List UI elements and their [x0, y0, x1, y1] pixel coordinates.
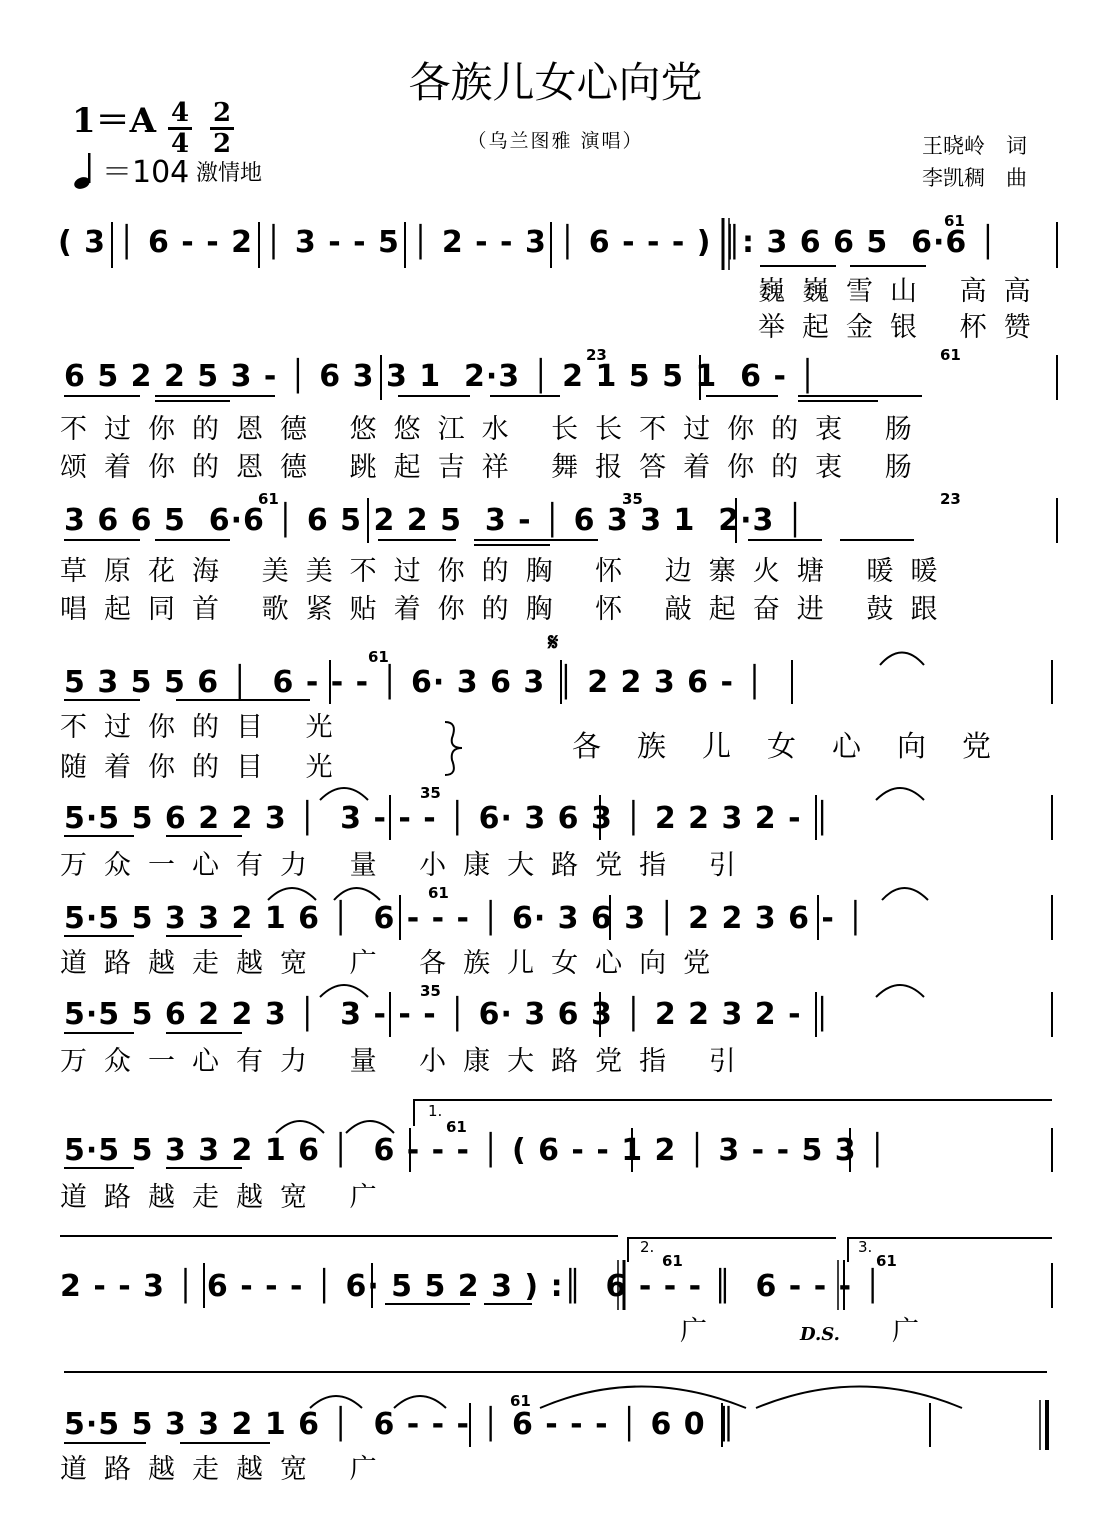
system-4-notes: 5 3 5 5 6 │ 6 - - - │ 6· 3 6 3 │ 2 2 3 6 - │: [64, 665, 765, 700]
system-9-notes: 2 - - 3 │ 6 - - - │ 6· 5 5 2 3 ) :║ 6 - - - ║ 6 - - - │: [60, 1269, 883, 1304]
system-7-notes: 5·5 5 6 2 2 3 │ 3 - - - │ 6· 3 6 3 │ 2 2 3 2 - │: [64, 997, 833, 1032]
system-6-notes: 5·5 5 3 3 2 1 6 │ 6 - - - │ 6· 3 6 3 │ 2 2 3 6 - │: [64, 901, 866, 936]
system-4-lyrics-verse-2: 随着你的目 光: [60, 752, 350, 783]
system-3-lyrics-verse-1: 草原花海 美美不过你的胸 怀 边寨火塘 暖暖: [60, 556, 955, 587]
system-8-notes: 5·5 5 3 3 2 1 6 │ 6 - - - │ ( 6 - - 1 2 │ 3 - - 5 3 │: [64, 1133, 888, 1168]
system-1-lyrics-verse-1: 巍巍雪山 高高: [758, 276, 1048, 307]
volta-3-label: 3.: [858, 1238, 873, 1256]
system-2-lyrics-verse-1: 不过你的恩德 悠悠江水 长长不过你的衷 肠: [60, 414, 929, 445]
system-2-notes: 6 5 2 2 5 3 - │ 6 3 3 1 2·3 │ 2 1 5 5 1 6 - │: [64, 359, 818, 394]
system-1-notes: ( 3 │ 6 - - 2 │ 3 - - 5 │ 2 - - 3 │ 6 - - - ) ║: 3 6 6 5 6·6 │: [58, 225, 998, 260]
system-8-lyrics: 道路越走越宽 广: [60, 1182, 394, 1213]
chorus-lyric: 各族儿女心向党: [572, 729, 1028, 763]
grace-note: 61: [446, 1118, 467, 1136]
grace-note: 35: [622, 490, 643, 508]
system-3-lyrics-verse-2: 唱起同首 歌紧贴着你的胸 怀 敲起奋进 鼓跟: [60, 594, 955, 625]
time-sig-top-2: 2: [212, 98, 232, 128]
grace-note: 35: [420, 982, 441, 1000]
system-10-lyrics: 道路越走越宽 广: [60, 1454, 394, 1485]
system-5-lyrics: 万众一心有力 量 小康大路党指 引: [60, 850, 753, 881]
grace-note: 61: [258, 490, 279, 508]
grace-note: 61: [944, 212, 965, 230]
system-5-notes: 5·5 5 6 2 2 3 │ 3 - - - │ 6· 3 6 3 │ 2 2 3 2 - │: [64, 801, 833, 836]
system-4-lyrics-verse-1: 不过你的目 光: [60, 712, 350, 743]
volta-2-label: 2.: [640, 1238, 655, 1256]
grace-note: 23: [586, 346, 607, 364]
performer-credit: （乌兰图雅 演唱）: [467, 130, 644, 152]
grace-note: 61: [876, 1252, 897, 1270]
grace-note: 61: [940, 346, 961, 364]
grace-note: 61: [368, 648, 389, 666]
system-6-lyrics: 道路越走越宽 广 各族儿女心向党: [60, 948, 728, 979]
time-sig-bottom: 4: [170, 129, 190, 159]
grace-note: 61: [510, 1392, 531, 1410]
time-sig-bottom-2: 2: [212, 129, 232, 159]
system-1-lyrics-verse-2: 举起金银 杯赞: [758, 312, 1048, 343]
tempo-marking: 激情地: [196, 161, 263, 186]
song-title: 各族儿女心向党: [408, 58, 703, 107]
system-7-lyrics: 万众一心有力 量 小康大路党指 引: [60, 1046, 753, 1077]
dal-segno: D.S.: [800, 1324, 840, 1345]
system-9-lyric-ending-3: 广: [892, 1316, 936, 1347]
grace-note: 61: [428, 884, 449, 902]
grace-note: 61: [662, 1252, 683, 1270]
system-3-notes: 3 6 6 5 6·6 │ 6 5 2 2 5 3 - │ 6 3 3 1 2·3 │: [64, 503, 805, 538]
time-sig-top: 4: [170, 98, 190, 128]
system-10-notes: 5·5 5 3 3 2 1 6 │ 6 - - - │ 6 - - - │ 6 0 ║: [64, 1407, 737, 1442]
key-signature: 1＝A: [72, 101, 157, 141]
segno-icon: 𝄋: [548, 628, 559, 656]
system-9-lyric-ending-2: 广: [680, 1316, 724, 1347]
lyricist: 王晓岭 词: [922, 134, 1027, 158]
grace-note: 23: [940, 490, 961, 508]
volta-1-label: 1.: [428, 1102, 443, 1120]
system-2-lyrics-verse-2: 颂着你的恩德 跳起吉祥 舞报答着你的衷 肠: [60, 452, 929, 483]
grace-note: 35: [420, 784, 441, 802]
composer: 李凯稠 曲: [922, 166, 1027, 190]
tempo-value: ＝104: [102, 155, 190, 190]
